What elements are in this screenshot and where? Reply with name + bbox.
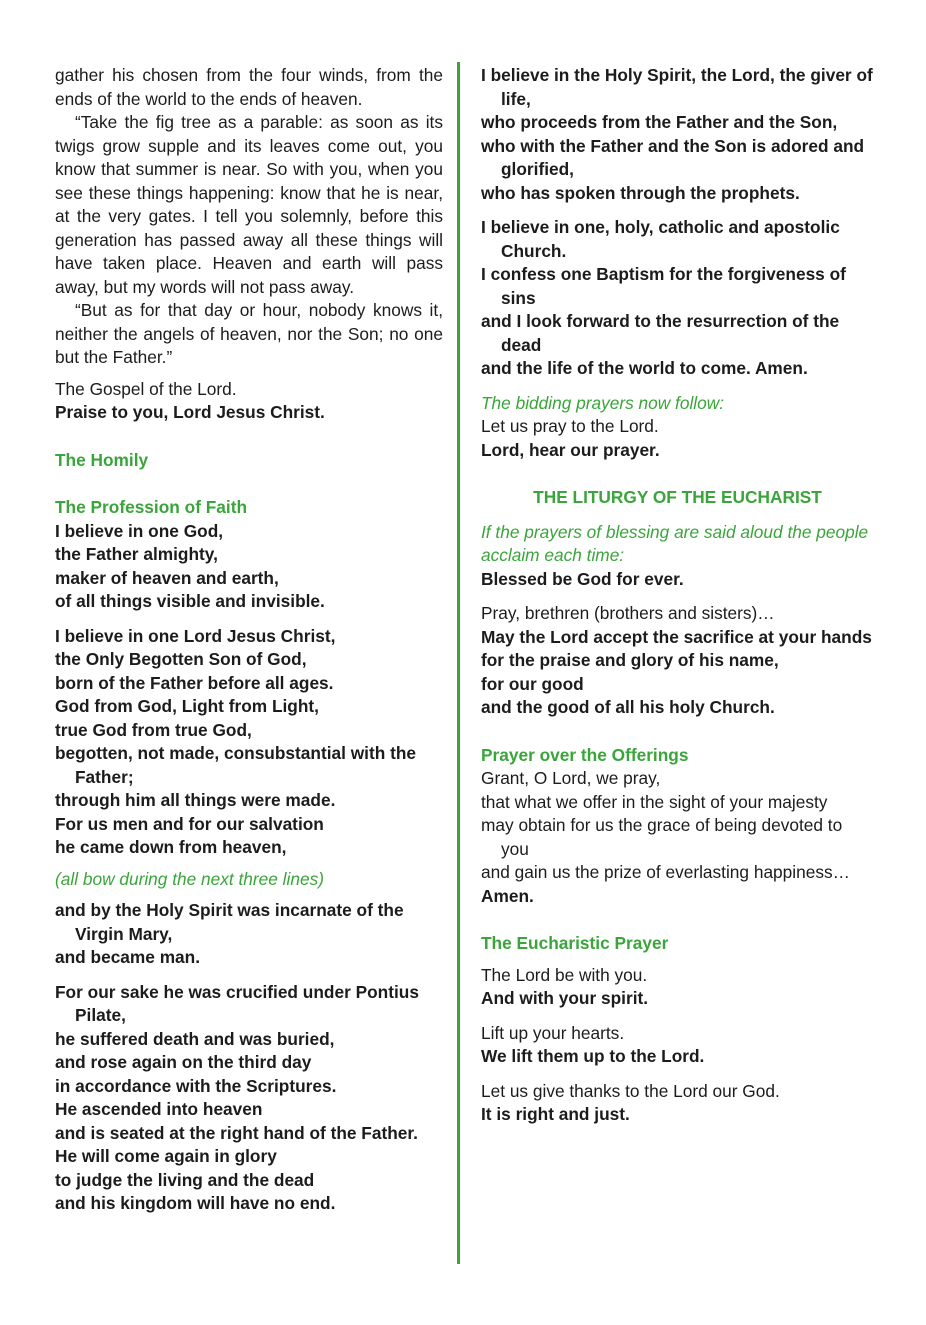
dialogue-call: Let us give thanks to the Lord our God. — [481, 1080, 780, 1101]
creed-line: I believe in one Lord Jesus Christ, — [55, 625, 336, 646]
offerings-heading: Prayer over the Offerings — [481, 744, 689, 765]
creed-line: and rose again on the third day — [55, 1052, 312, 1072]
creed-line: He will come again in glory — [55, 1146, 277, 1166]
profession-heading: The Profession of Faith — [55, 497, 248, 517]
right-column — [481, 64, 874, 1127]
dialogue-pair — [481, 964, 874, 1011]
creed-stanza — [55, 981, 443, 1216]
creed-stanza — [481, 216, 874, 381]
prayer-line: and gain us the prize of everlasting happiness… — [481, 862, 850, 882]
response-line: for our good — [481, 673, 584, 694]
pray-response — [481, 626, 874, 720]
bidding-call: Let us pray to the Lord. — [481, 416, 659, 436]
column-divider — [457, 62, 460, 1264]
creed-line: maker of heaven and earth, — [55, 567, 279, 588]
creed-line: who with the Father and the Son is adored and glorified, — [481, 135, 865, 179]
creed-line: For our sake he was crucified under Pontius Pilate, — [55, 981, 419, 1025]
creed-line: I believe in one, holy, catholic and apostolic Church. — [481, 217, 840, 261]
creed-line: and his kingdom will have no end. — [55, 1193, 336, 1213]
creed-line: in accordance with the Scriptures. — [55, 1075, 337, 1096]
creed-line: and is seated at the right hand of the Father. — [55, 1122, 418, 1143]
gospel-paragraph: gather his chosen from the four winds, from the ends of the world to the ends of heaven. — [55, 65, 443, 109]
dialogue-pair — [481, 1080, 874, 1127]
creed-line: For us men and for our salvation — [55, 813, 324, 834]
creed-line: I believe in the Holy Spirit, the Lord, the giver of life, — [481, 65, 873, 109]
liturgy-heading: THE LITURGY OF THE EUCHARIST — [533, 487, 822, 507]
creed-line: and by the Holy Spirit was incarnate of the Virgin Mary, — [55, 900, 404, 944]
dialogue-response: And with your spirit. — [481, 988, 649, 1008]
left-column — [55, 64, 443, 1216]
creed-line: I confess one Baptism for the forgiveness of sins — [481, 264, 846, 308]
bidding-rubric: The bidding prayers now follow: — [481, 392, 725, 413]
creed-line: the Father almighty, — [55, 544, 218, 564]
creed-line: who has spoken through the prophets. — [481, 182, 800, 203]
creed-line: through him all things were made. — [55, 790, 336, 810]
creed-line: begotten, not made, consubstantial with the Father; — [55, 743, 416, 787]
creed-stanza — [55, 899, 443, 970]
blessing-response: Blessed be God for ever. — [481, 568, 684, 589]
creed-line: he suffered death and was buried, — [55, 1028, 335, 1049]
dialogue-pair — [481, 1022, 874, 1069]
creed-stanza — [55, 625, 443, 860]
creed-line: and the life of the world to come. Amen. — [481, 358, 808, 378]
creed-line: of all things visible and invisible. — [55, 591, 325, 611]
creed-line: God from God, Light from Light, — [55, 696, 319, 716]
prayer-line: that what we offer in the sight of your majesty — [481, 791, 828, 812]
dialogue-response: It is right and just. — [481, 1104, 630, 1124]
creed-line: the Only Begotten Son of God, — [55, 649, 307, 669]
dialogue-call: Lift up your hearts. — [481, 1022, 625, 1043]
gospel-paragraph: “But as for that day or hour, nobody knows it, neither the angels of heaven, nor the Son; no one but the Father.” — [55, 300, 443, 367]
prayer-line: may obtain for us the grace of being devoted to you — [481, 815, 843, 859]
homily-heading: The Homily — [55, 449, 149, 470]
creed-line: to judge the living and the dead — [55, 1169, 315, 1190]
creed-line: He ascended into heaven — [55, 1099, 263, 1119]
gospel-response: Praise to you, Lord Jesus Christ. — [55, 402, 325, 422]
dialogue-call: The Lord be with you. — [481, 964, 648, 985]
creed-stanza — [55, 520, 443, 614]
creed-line: and became man. — [55, 947, 201, 967]
creed-line: he came down from heaven, — [55, 837, 287, 857]
gospel-paragraph: “Take the fig tree as a parable: as soon as its twigs grow supple and its leaves come out, you know that summer is near. So with you, when you see these things happening: know that he is near, at the very gates. I tell you solemnly, before this generation has passed away all these things will have taken place. Heaven and earth will pass away, but my words will not pass away. — [55, 112, 443, 297]
prayer-line: Grant, O Lord, we pray, — [481, 768, 661, 788]
response-line: and the good of all his holy Church. — [481, 697, 775, 717]
creed-line: born of the Father before all ages. — [55, 672, 334, 693]
offerings-amen: Amen. — [481, 885, 534, 906]
eucharistic-heading: The Eucharistic Prayer — [481, 933, 669, 953]
creed-line: I believe in one God, — [55, 520, 224, 541]
bidding-response: Lord, hear our prayer. — [481, 439, 660, 460]
creed-stanza — [481, 64, 874, 205]
pray-call: Pray, brethren (brothers and sisters)… — [481, 603, 775, 623]
creed-line: true God from true God, — [55, 719, 252, 740]
response-line: May the Lord accept the sacrifice at your hands — [481, 626, 872, 647]
creed-line: who proceeds from the Father and the Son, — [481, 112, 838, 132]
offerings-prayer — [481, 767, 874, 885]
response-line: for the praise and glory of his name, — [481, 650, 779, 670]
gospel-acclamation: The Gospel of the Lord. — [55, 378, 237, 399]
bow-rubric: (all bow during the next three lines) — [55, 868, 324, 889]
dialogue-response: We lift them up to the Lord. — [481, 1046, 705, 1066]
blessing-rubric: If the prayers of blessing are said aloud the people acclaim each time: — [481, 521, 869, 565]
creed-line: and I look forward to the resurrection of the dead — [481, 311, 840, 355]
